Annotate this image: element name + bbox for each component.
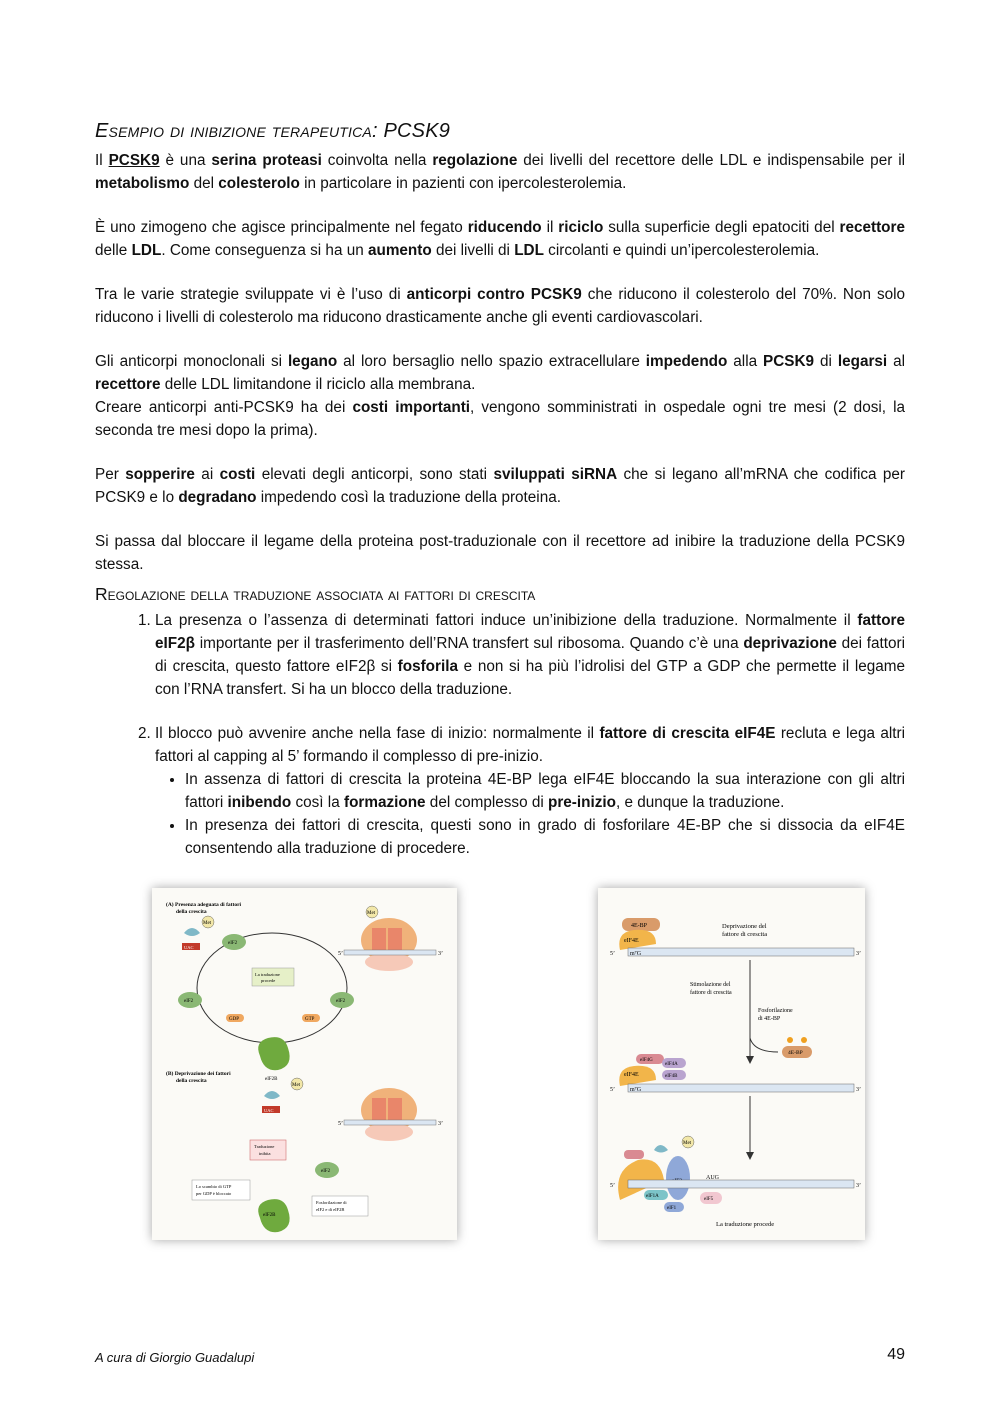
eif2-label-4: eIF2 — [321, 1169, 331, 1174]
eif2b-icon — [258, 1037, 289, 1070]
mrna-strand — [344, 950, 436, 955]
uac-label-2: UAC — [264, 1108, 274, 1113]
arrow-1-head — [746, 1056, 754, 1064]
mrna-b3-5: 5’ — [610, 1183, 615, 1189]
paragraph-7: Si passa dal bloccare il legame della proteina post-traduzionale con il recettore ad inibire la traduzione della PCSK9 stessa. — [95, 533, 905, 573]
box-inibita-text-2: inibita — [259, 1151, 271, 1156]
box-fosforilazione — [312, 1196, 368, 1216]
eif4b-label: eIF4B — [665, 1074, 678, 1079]
figure-eif4e-regulation — [598, 888, 865, 1240]
bullet-list — [155, 768, 905, 860]
gtp-label: GTP — [305, 1017, 315, 1022]
fig-a-label: (A) Presenza adeguata di fattori — [166, 902, 242, 908]
eif4g-icon-2 — [624, 1150, 644, 1159]
cycle-arrow — [197, 933, 347, 1043]
bp-label-2: 4E-BP — [788, 1050, 803, 1056]
stim-text-2: fattore di crescita — [690, 990, 732, 996]
fig-a-label-2: della crescita — [176, 909, 207, 915]
fosf-text-1: Fosforilazione — [758, 1008, 793, 1014]
box-procede-text-1: La traduzione — [255, 972, 280, 977]
ribosome-icon-2 — [361, 1088, 417, 1141]
fig-b-title-1: Deprivazione del — [722, 923, 767, 930]
mrna-5-label: 5’ — [338, 951, 343, 957]
page-number: 49 — [887, 1346, 905, 1363]
fig-b-title-2: fattore di crescita — [722, 931, 768, 938]
box-fosf-text-2: eIF2 e di eIF2B — [316, 1207, 345, 1212]
figure-eif4e-svg — [598, 888, 865, 1240]
eif2b-label: eIF2B — [265, 1077, 278, 1082]
fig-b-label: (B) Deprivazione dei fattori — [166, 1071, 231, 1077]
bp-label: 4E-BP — [631, 923, 648, 929]
paragraph-1: Il PCSK9 è una serina proteasi coinvolta nella regolazione dei livelli del recettore delle LDL e indispensabile per il metabolismo del colesterolo in particolare in pazienti con ipercolesterolemia. — [95, 152, 906, 192]
eif5-label: eIF5 — [704, 1197, 714, 1202]
eif4a-label: eIF4A — [665, 1062, 678, 1067]
page-body — [95, 120, 905, 881]
ribosome-icon — [361, 918, 417, 971]
eif2-label: eIF2 — [228, 941, 238, 946]
heading-pcsk9: Esempio di inibizione terapeutica: PCSK9 — [95, 120, 451, 142]
uac-label: UAC — [184, 945, 194, 950]
paragraph-6: Per sopperire ai costi elevati degli anticorpi, sono stati sviluppati siRNA che si legano all’mRNA che codifica per PCSK9 e lo degradano impedendo così la traduzione della proteina. — [95, 466, 906, 506]
paragraph-4: Gli anticorpi monoclonali si legano al loro bersaglio nello spazio extracellulare impedendo alla PCSK9 di legarsi al recettore delle LDL limitandone il riciclo alla membrana. — [95, 353, 906, 393]
box-gtp-text-1: Lo scambio di GTP — [196, 1184, 232, 1189]
stim-text-1: Stimolazione del — [690, 982, 731, 988]
met-label-3: Met — [292, 1083, 301, 1088]
box-inibita-text-1: Traduzione — [254, 1144, 275, 1149]
cap-label: m⁷G — [630, 951, 642, 957]
eif2-label-3: eIF2 — [336, 999, 346, 1004]
figure-eif2-svg — [152, 888, 457, 1240]
mrna-b1-5: 5’ — [610, 951, 615, 957]
mrna-3-label-2: 3’ — [438, 1121, 443, 1127]
aug-label: AUG — [706, 1175, 719, 1181]
heading-regolazione: Regolazione della traduzione associata ai fattori di crescita — [95, 584, 536, 604]
fosf-text-2: di 4E-BP — [758, 1016, 781, 1022]
eif4g-label: eIF4G — [640, 1058, 653, 1063]
list-item-1: 1. La presenza o l’assenza di determinati fattori induce un’inibizione della traduzione. Normalmente il fattore eIF2β importante per il trasferimento dell’RNA transfert sul ribosoma. Quando c’è una deprivazione dei fattori di crescita, questo fattore eIF2β si fosforila e non si ha più l’idrolisi del GTP a GDP che permette il legame con l’RNA transfert. Si ha un blocco della traduzione. — [155, 609, 905, 701]
box-procede — [252, 968, 294, 986]
box-procede-text-2: procede — [261, 978, 276, 983]
figure-eif2-cycle — [152, 888, 457, 1240]
box-fosf-text-1: Fosforilazione di — [316, 1200, 347, 1205]
mrna-strand-2 — [344, 1120, 436, 1125]
list-item-2: 2. Il blocco può avvenire anche nella fase di inizio: normalmente il fattore di crescita eIF4E recluta e lega altri fattori al capping al 5’ formando il complesso di pre-inizio. • In assenza di fattori di crescita la proteina 4E-BP lega eIF4E bloccando la sua interazione con gli altri fattori inibendo così la formazione del complesso di pre-inizio, e dunque la traduzione. • In presenza dei fattori di crescita, questi sono in grado di fosforilare 4E-BP che si dissocia da eIF4E consentendo alla traduzione di procedere. — [155, 722, 905, 860]
mrna-strand-b3 — [628, 1180, 854, 1188]
mrna-b2-5: 5’ — [610, 1087, 615, 1093]
mrna-b2-3: 3’ — [856, 1087, 861, 1093]
fig-b-label-2: della crescita — [176, 1078, 207, 1084]
mrna-b3-3: 3’ — [856, 1183, 861, 1189]
bullet-item-2: • In presenza dei fattori di crescita, questi sono in grado di fosforilare 4E-BP che si dissocia da eIF4E consentendo alla traduzione di procedere. — [185, 814, 905, 860]
procede-label: La traduzione procede — [716, 1221, 775, 1228]
mrna-b1-3: 3’ — [856, 951, 861, 957]
box-inibita — [250, 1140, 286, 1160]
mrna-5-label-2: 5’ — [338, 1121, 343, 1127]
met-label-2: Met — [203, 921, 212, 926]
paragraph-5: Creare anticorpi anti-PCSK9 ha dei costi importanti, vengono somministrati in ospedale ogni tre mesi (2 dosi, la seconda tre mesi dopo la prima). — [95, 399, 906, 439]
arrow-2-head — [746, 1152, 754, 1160]
mrna-strand-b1 — [628, 948, 854, 956]
numbered-list — [95, 609, 905, 860]
eif4e-label: eIF4E — [624, 938, 639, 944]
phosphate-icon — [787, 1037, 793, 1043]
phosphate-icon-2 — [801, 1037, 807, 1043]
eif2-label-2: eIF2 — [184, 999, 194, 1004]
cap-label-2: m⁷G — [630, 1087, 642, 1093]
bullet-item-1: • In assenza di fattori di crescita la proteina 4E-BP lega eIF4E bloccando la sua interazione con gli altri fattori inibendo così la formazione del complesso di pre-inizio, e dunque la traduzione. — [185, 768, 905, 814]
box-gtp-text-2: per GDP è bloccato — [196, 1191, 232, 1196]
gdp-label: GDP — [229, 1017, 240, 1022]
met-label-b: Met — [683, 1141, 692, 1146]
eif4e-label-2: eIF4E — [624, 1072, 639, 1078]
met-label: Met — [367, 911, 376, 916]
paragraph-3: Tra le varie strategie sviluppate vi è l’uso di anticorpi contro PCSK9 che riducono il colesterolo del 70%. Non solo riducono i livelli di colesterolo ma riducono drasticamente anche gli eventi cardiovascolari. — [95, 286, 906, 326]
mrna-3-label: 3’ — [438, 951, 443, 957]
arrow-phospho — [750, 1038, 778, 1052]
mrna-strand-b2 — [628, 1084, 854, 1092]
eif2b-label-2: eIF2B — [263, 1213, 276, 1218]
paragraph-2: È uno zimogeno che agisce principalmente nel fegato riducendo il riciclo sulla superficie degli epatociti del recettore delle LDL. Come conseguenza si ha un aumento dei livelli di LDL circolanti e quindi un’ipercolesterolemia. — [95, 219, 905, 259]
box-gtp-blocked — [192, 1180, 250, 1200]
trna-icon-b — [654, 1145, 668, 1153]
eif1-label: eIF1 — [667, 1206, 677, 1211]
footer-author: A cura di Giorgio Guadalupi — [95, 1350, 255, 1365]
eif1a-label: eIF1A — [646, 1194, 659, 1199]
